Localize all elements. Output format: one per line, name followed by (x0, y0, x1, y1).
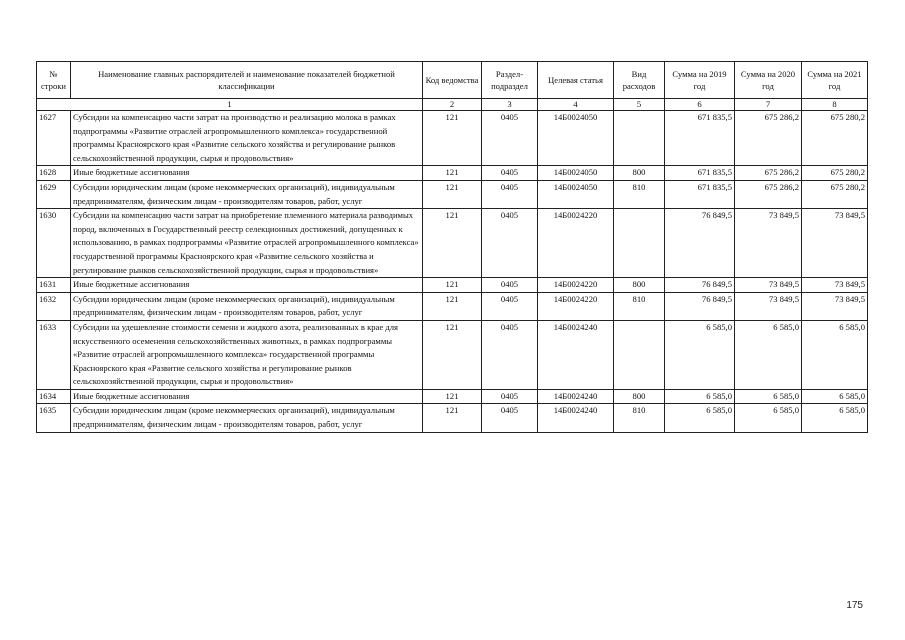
row-name: Субсидии юридическим лицам (кроме некоммерческих организаций), индивидуальным предпринимателям, физическим лицам - производителям товаров, работ, услуг (71, 292, 423, 320)
row-expense-type (614, 111, 665, 166)
row-expense-type: 800 (614, 389, 665, 404)
row-sum-2020: 6 585,0 (735, 404, 802, 432)
table-row (37, 320, 868, 389)
row-sum-2020: 675 286,2 (735, 111, 802, 166)
row-department-code: 121 (423, 320, 482, 389)
row-section: 0405 (482, 278, 538, 293)
table-row (37, 292, 868, 320)
row-name: Субсидии на компенсацию части затрат на производство и реализацию молока в рамках подпрограммы «Развитие отраслей агропромышленного комплекса» государственной программы Красноярского края «Развитие сельского хозяйства и регулирование рынков сельскохозяйственной продукции, сырья и продовольствия» (71, 111, 423, 166)
row-section: 0405 (482, 111, 538, 166)
row-section: 0405 (482, 389, 538, 404)
row-department-code: 121 (423, 166, 482, 181)
row-number: 1630 (37, 209, 71, 278)
row-expense-type: 810 (614, 180, 665, 208)
row-number: 1627 (37, 111, 71, 166)
column-number-row (37, 99, 868, 111)
column-number-5: 5 (614, 99, 665, 111)
row-number: 1632 (37, 292, 71, 320)
budget-table (36, 61, 868, 433)
row-number: 1628 (37, 166, 71, 181)
row-name: Субсидии на удешевление стоимости семени и жидкого азота, реализованных в крае для искусственного осеменения сельскохозяйственных животных, в рамках подпрограммы «Развитие отраслей агропромышленного комплекса» государственной программы Красноярского края «Развитие сельского хозяйства и регулирование рынков сельскохозяйственной продукции, сырья и продовольствия» (71, 320, 423, 389)
row-sum-2021: 675 280,2 (802, 180, 868, 208)
row-department-code: 121 (423, 404, 482, 432)
row-target-article: 14Б0024050 (538, 111, 614, 166)
header-target-article: Целевая статья (538, 62, 614, 99)
row-target-article: 14Б0024050 (538, 180, 614, 208)
row-sum-2019: 671 835,5 (665, 180, 735, 208)
row-department-code: 121 (423, 111, 482, 166)
row-sum-2021: 675 280,2 (802, 111, 868, 166)
row-sum-2019: 76 849,5 (665, 209, 735, 278)
row-section: 0405 (482, 166, 538, 181)
row-sum-2020: 6 585,0 (735, 320, 802, 389)
row-target-article: 14Б0024220 (538, 278, 614, 293)
row-department-code: 121 (423, 209, 482, 278)
row-sum-2019: 6 585,0 (665, 404, 735, 432)
row-sum-2019: 6 585,0 (665, 320, 735, 389)
row-number: 1635 (37, 404, 71, 432)
row-name: Иные бюджетные ассигнования (71, 278, 423, 293)
column-number-2: 2 (423, 99, 482, 111)
column-number-8: 8 (802, 99, 868, 111)
table-row (37, 389, 868, 404)
column-number-1: 1 (37, 99, 423, 111)
row-sum-2021: 6 585,0 (802, 320, 868, 389)
table-row (37, 111, 868, 166)
row-sum-2019: 76 849,5 (665, 278, 735, 293)
header-sum-2019: Сумма на 2019 год (665, 62, 735, 99)
header-department-code: Код ведомства (423, 62, 482, 99)
row-name: Иные бюджетные ассигнования (71, 166, 423, 181)
row-expense-type (614, 320, 665, 389)
row-name: Субсидии на компенсацию части затрат на приобретение племенного материала разводимых пород, включенных в Государственный реестр селекционных достижений, допущенных к использованию, в рамках подпрограммы «Развитие отраслей агропромышленного комплекса» государственной программы Красноярского края «Развитие сельского хозяйства и регулирование рынков сельскохозяйственной продукции, сырья и продовольствия» (71, 209, 423, 278)
row-number: 1634 (37, 389, 71, 404)
table-row (37, 180, 868, 208)
row-expense-type (614, 209, 665, 278)
row-sum-2020: 675 286,2 (735, 166, 802, 181)
row-department-code: 121 (423, 278, 482, 293)
row-name: Субсидии юридическим лицам (кроме некоммерческих организаций), индивидуальным предпринимателям, физическим лицам - производителям товаров, работ, услуг (71, 180, 423, 208)
row-expense-type: 810 (614, 292, 665, 320)
header-sum-2020: Сумма на 2020 год (735, 62, 802, 99)
header-name: Наименование главных распорядителей и наименование показателей бюджетной классификации (71, 62, 423, 99)
row-number: 1629 (37, 180, 71, 208)
row-sum-2021: 73 849,5 (802, 209, 868, 278)
row-target-article: 14Б0024240 (538, 320, 614, 389)
header-expense-type: Вид расходов (614, 62, 665, 99)
row-department-code: 121 (423, 180, 482, 208)
row-sum-2020: 73 849,5 (735, 292, 802, 320)
row-section: 0405 (482, 180, 538, 208)
row-section: 0405 (482, 292, 538, 320)
column-number-6: 6 (665, 99, 735, 111)
header-section: Раздел-подраздел (482, 62, 538, 99)
table-row (37, 209, 868, 278)
row-sum-2021: 675 280,2 (802, 166, 868, 181)
table-row (37, 404, 868, 432)
row-sum-2019: 671 835,5 (665, 166, 735, 181)
row-sum-2021: 6 585,0 (802, 389, 868, 404)
header-row-number: № строки (37, 62, 71, 99)
row-section: 0405 (482, 209, 538, 278)
table-row (37, 166, 868, 181)
row-sum-2021: 6 585,0 (802, 404, 868, 432)
row-expense-type: 800 (614, 278, 665, 293)
row-sum-2020: 6 585,0 (735, 389, 802, 404)
row-expense-type: 800 (614, 166, 665, 181)
row-sum-2019: 76 849,5 (665, 292, 735, 320)
row-number: 1633 (37, 320, 71, 389)
header-sum-2021: Сумма на 2021 год (802, 62, 868, 99)
row-target-article: 14Б0024220 (538, 292, 614, 320)
row-name: Иные бюджетные ассигнования (71, 389, 423, 404)
column-number-3: 3 (482, 99, 538, 111)
row-sum-2021: 73 849,5 (802, 292, 868, 320)
page-number: 175 (846, 600, 863, 611)
row-department-code: 121 (423, 389, 482, 404)
row-sum-2019: 671 835,5 (665, 111, 735, 166)
column-number-7: 7 (735, 99, 802, 111)
row-sum-2020: 73 849,5 (735, 278, 802, 293)
row-target-article: 14Б0024240 (538, 404, 614, 432)
row-name: Субсидии юридическим лицам (кроме некоммерческих организаций), индивидуальным предпринимателям, физическим лицам - производителям товаров, работ, услуг (71, 404, 423, 432)
table-row (37, 278, 868, 293)
row-target-article: 14Б0024050 (538, 166, 614, 181)
row-target-article: 14Б0024240 (538, 389, 614, 404)
column-number-4: 4 (538, 99, 614, 111)
row-sum-2019: 6 585,0 (665, 389, 735, 404)
table-header-row (37, 62, 868, 99)
row-section: 0405 (482, 404, 538, 432)
row-section: 0405 (482, 320, 538, 389)
row-sum-2021: 73 849,5 (802, 278, 868, 293)
row-sum-2020: 675 286,2 (735, 180, 802, 208)
row-target-article: 14Б0024220 (538, 209, 614, 278)
row-sum-2020: 73 849,5 (735, 209, 802, 278)
row-number: 1631 (37, 278, 71, 293)
row-expense-type: 810 (614, 404, 665, 432)
row-department-code: 121 (423, 292, 482, 320)
